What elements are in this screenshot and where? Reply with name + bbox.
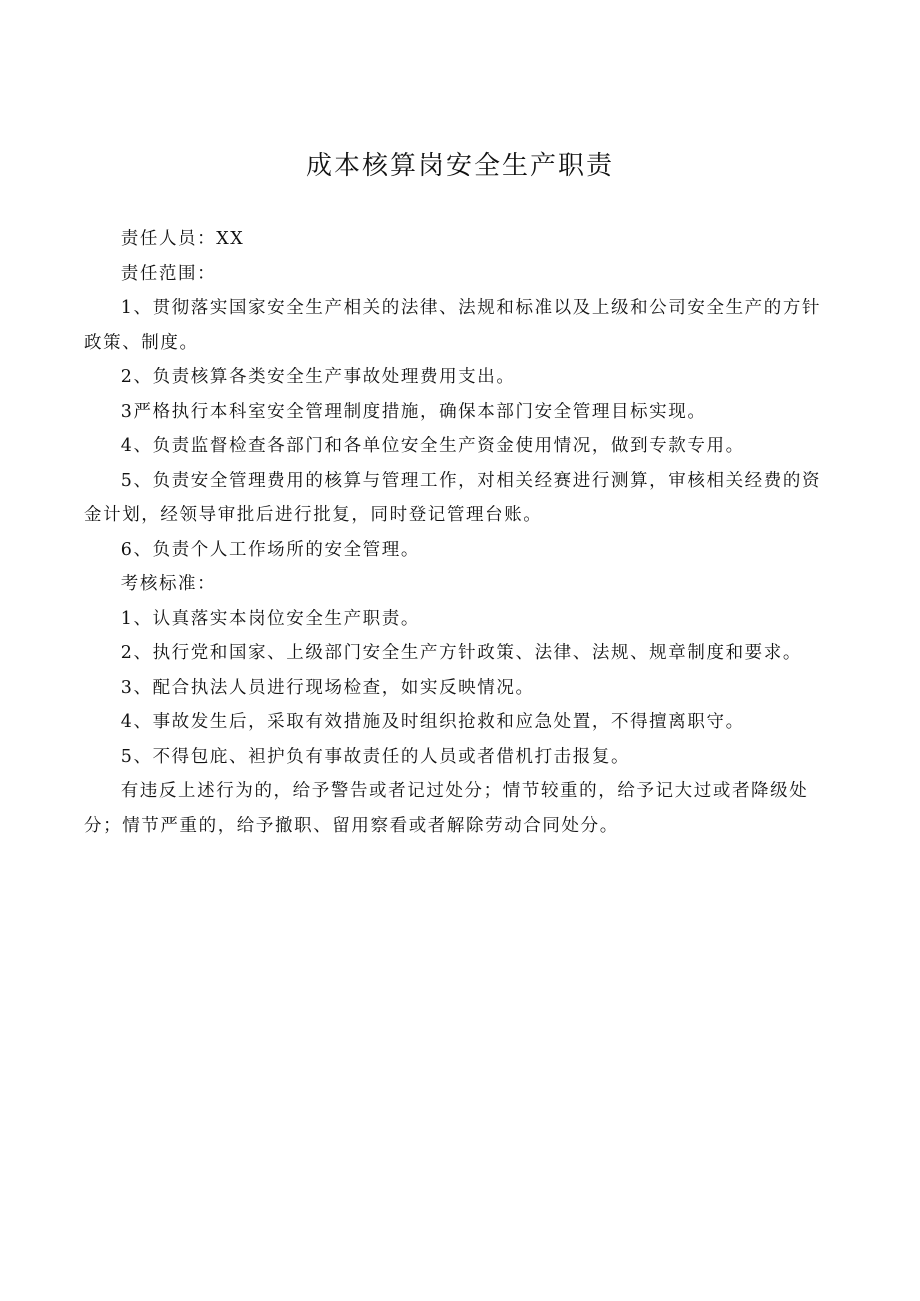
paragraph-assessment-item-5: 5、不得包庇、袒护负有事故责任的人员或者借机打击报复。 bbox=[120, 746, 631, 767]
paragraph-scope-item-2: 2、负责核算各类安全生产事故处理费用支出。 bbox=[120, 367, 516, 387]
paragraph-responsible-person: 责任人员：XX bbox=[120, 229, 245, 249]
paragraph-scope-heading: 责任范围： bbox=[120, 263, 217, 284]
document-body bbox=[84, 222, 832, 843]
paragraph-assessment-item-1: 1、认真落实本岗位安全生产职责。 bbox=[120, 608, 420, 629]
paragraph-assessment-heading: 考核标准： bbox=[120, 574, 217, 594]
paragraph-penalty: 有违反上述行为的，给予警告或者记过处分；情节较重的，给予记大过或者降级处分；情节严重的，给予撤职、留用察看或者解除劳动合同处分。 bbox=[84, 781, 809, 836]
paragraph-scope-item-4: 4、负责监督检查各部门和各单位安全生产资金使用情况，做到专款专用。 bbox=[120, 436, 745, 456]
paragraph-scope-item-1: 1、贯彻落实国家安全生产相关的法律、法规和标准以及上级和公司安全生产的方针政策、制度。 bbox=[84, 298, 822, 353]
paragraph-scope-item-3: 3严格执行本科室安全管理制度措施，确保本部门安全管理目标实现。 bbox=[120, 401, 707, 422]
paragraph-scope-item-6: 6、负责个人工作场所的安全管理。 bbox=[120, 539, 420, 560]
paragraph-assessment-item-4: 4、事故发生后，采取有效措施及时组织抢救和应急处置，不得擅离职守。 bbox=[120, 712, 745, 732]
paragraph-assessment-item-3: 3、配合执法人员进行现场检查，如实反映情况。 bbox=[120, 677, 535, 698]
paragraph-assessment-item-2: 2、执行党和国家、上级部门安全生产方针政策、法律、法规、规章制度和要求。 bbox=[120, 643, 802, 663]
document-title: 成本核算岗安全生产职责 bbox=[305, 151, 614, 181]
paragraph-scope-item-5: 5、负责安全管理费用的核算与管理工作，对相关经赛进行测算，审核相关经费的资金计划，经领导审批后进行批复，同时登记管理台账。 bbox=[84, 470, 822, 525]
